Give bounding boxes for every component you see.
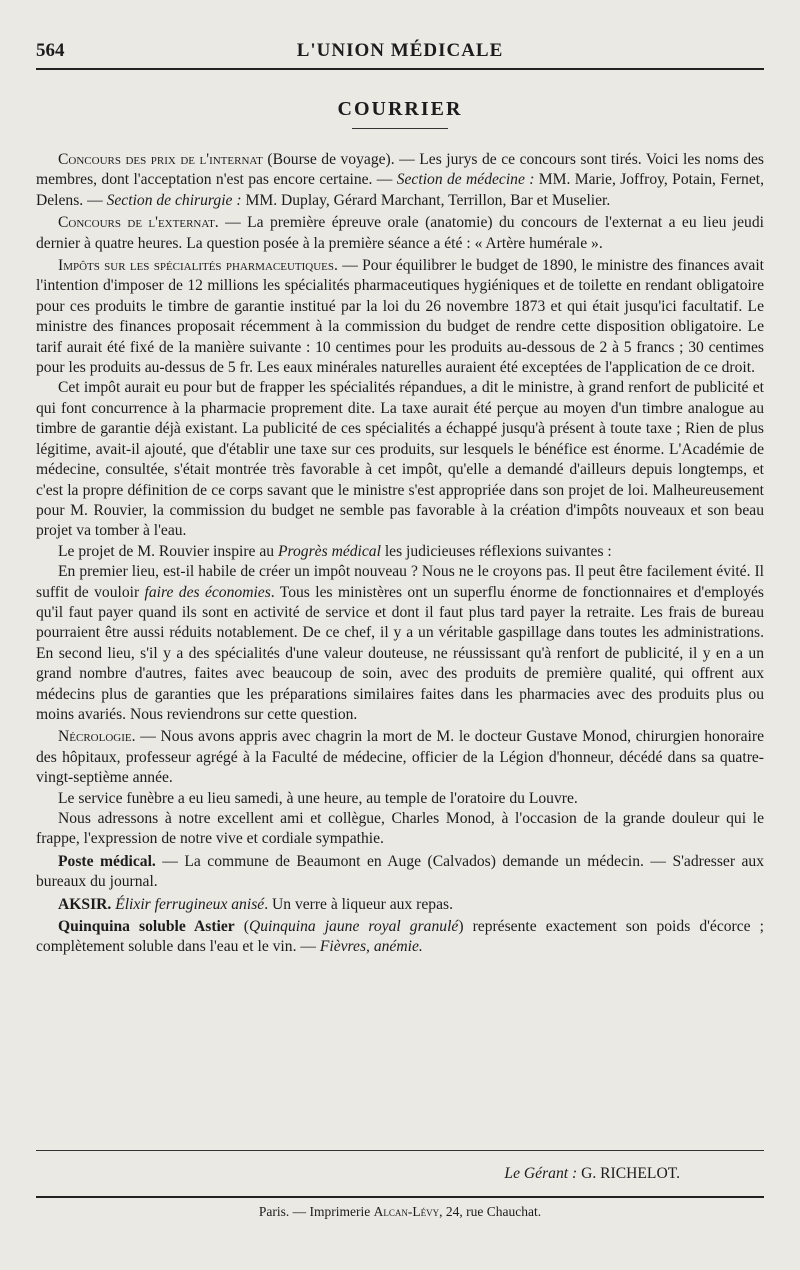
text: ) représente exactement son poids d'écorce ; complètement soluble dans l'eau et le vin. — <box>36 918 764 956</box>
text: MM. Marie, Joffroy, Potain, Fernet, Delens. — <box>36 171 764 209</box>
paragraph-sympathy <box>36 809 764 850</box>
paragraph-necrologie <box>36 727 764 788</box>
page-header <box>36 40 764 70</box>
page-number: 564 <box>36 40 65 61</box>
footer-rule-thick <box>36 1196 764 1198</box>
text: (Bourse de voyage). — Les jurys de ce concours sont tirés. Voici les noms des membres, dont l'acceptation n'est pas encore certaine. — <box>36 151 764 189</box>
lead-concours-internat: Concours des prix de l'internat <box>58 151 263 168</box>
signature-label: Le Gérant : <box>504 1165 578 1182</box>
paragraph-aksir <box>36 895 764 915</box>
paragraph-impot-details <box>36 378 764 541</box>
text: En premier lieu, est-il habile de créer un impôt nouveau ? Nous ne le croyons pas. Il peut être facilement évité. Il suffit de vouloir <box>36 563 764 601</box>
italic-text: Fièvres, anémie. <box>319 938 423 956</box>
italic-text: Section de médecine : <box>396 171 535 189</box>
text: Nous adressons à notre excellent ami et collègue, Charles Monod, à l'occasion de la grande douleur qui le frappe, l'expression de notre vive et cordiale sympathie. <box>36 810 764 848</box>
text: . — La première épreuve orale (anatomie) du concours de l'externat a eu lieu jeudi dernier à quatre heures. La question posée à la première séance a été : « Artère humérale ». <box>36 214 764 252</box>
text: Le projet de M. Rouvier inspire au <box>58 542 278 560</box>
paragraph-quotation <box>36 562 764 725</box>
text: MM. Duplay, Gérard Marchant, Terrillon, Bar et Muselier. <box>241 191 611 209</box>
italic-text: Progrès médical <box>278 542 381 560</box>
signature <box>504 1165 680 1183</box>
paragraph-concours-externat <box>36 213 764 254</box>
imprint-city: Paris. — Imprimerie <box>258 1204 374 1219</box>
section-title: COURRIER <box>337 98 463 120</box>
imprint-address: , 24, rue Chauchat. <box>439 1204 542 1219</box>
header-rule <box>36 68 764 70</box>
signature-name: G. RICHELOT. <box>581 1165 680 1182</box>
text: les judicieuses réflexions suivantes : <box>380 542 612 560</box>
lead-concours-externat: Concours de l'externat <box>58 214 215 232</box>
italic-text: Élixir ferrugineux anisé <box>115 895 265 913</box>
text: . Un verre à liqueur aux repas. <box>264 895 453 913</box>
section-rule <box>352 128 448 129</box>
text: . — Pour équilibrer le budget de 1890, le ministre des finances avait l'intention d'imposer de 12 millions les spécialités pharmaceutiques hygiéniques et de toilette en rendant obligatoire pour ces produits le timbre de garantie institué par la loi du 26 novembre 1873 et qui était jusqu'ici facultatif. Le ministre des finances proposait récemment à la commission du budget de rendre cette disposition obligatoire. Le tarif aurait été fixé de la manière suivante : 10 centimes pour les produits au-dessous de 2 à 5 francs ; 30 centimes pour les produits au-dessus de 5 fr. Les eaux minérales naturelles auraient été exceptées de l'application de ce droit. <box>36 257 764 377</box>
lead-impots: Impôts sur les spécialités pharmaceutiques <box>58 257 335 275</box>
paragraph-quinquina <box>36 917 764 958</box>
article-body <box>36 150 764 958</box>
text: Cet impôt aurait eu pour but de frapper les spécialités répandues, a dit le ministre, à grand renfort de publicité et qui font concurrence à la pharmacie proprement dite. La taxe aurait été perçue au moyen d'un timbre analogue au timbre de garantie déjà existant. La publicité de ces spécialités a échappé jusqu'à présent à toute taxe ; Rien de plus légitime, avait-il ajouté, que d'établir une taxe sur ces produits, sur lesquels le bénéfice est énorme. L'Académie de médecine, consultée, s'était montrée très favorable à cet impôt, qu'elle a demandé d'ailleurs depuis longtemps, et c'est la propre définition de ce corps savant que le ministre s'est appropriée dans son projet de loi. Malheureusement pour M. Rouvier, la commission du budget ne semble pas favorable à la création d'impôts nouveaux et son beau projet va tomber à l'eau. <box>36 379 764 540</box>
paragraph-impots <box>36 256 764 378</box>
text: Le service funèbre a eu lieu samedi, à une heure, au temple de l'oratoire du Louvre. <box>58 789 578 807</box>
paragraph-concours-internat <box>36 150 764 211</box>
imprint-printer: Alcan-Lévy <box>373 1204 440 1219</box>
paragraph-funeral <box>36 789 764 809</box>
text: . — Nous avons appris avec chagrin la mort de M. le docteur Gustave Monod, chirurgien honoraire des hôpitaux, professeur agrégé à la Faculté de médecine, officier de la Légion d'honneur, décédé dans sa quatre-vingt-septième année. <box>36 728 764 787</box>
paragraph-poste-medical <box>36 852 764 893</box>
lead-aksir: AKSIR. <box>58 895 112 913</box>
lead-quinquina: Quinquina soluble Astier <box>58 918 235 936</box>
paragraph-progres-medical <box>36 542 764 562</box>
footer-rule <box>36 1150 764 1151</box>
text: . Tous les ministères ont un superflu énorme de fonctionnaires et d'employés qu'il faut payer quand ils sont en activité de service et dont il faut plus tard payer la retraite. Les frais de bureau pourraient être aussi réduits notablement. De ce chef, il y a un véritable gaspillage dans toutes les administrations. En second lieu, s'il y a des spécialités d'une valeur douteuse, ne réussissant qu'à renfort de publicité, il y en a un grand nombre d'autres, faites avec beaucoup de soin, avec des produits de première qualité, qui offrent aux médecins plus de garanties que les préparations similaires faites dans les pharmacies avec des produits plus ou moins avariés. Nous reviendrons sur cette question. <box>36 583 765 723</box>
text: ( <box>234 918 249 936</box>
italic-text: Section de chirurgie : <box>106 191 242 209</box>
running-title: L'UNION MÉDICALE <box>296 40 504 61</box>
italic-text: faire des économies <box>144 583 271 601</box>
imprint <box>0 1204 800 1220</box>
lead-necrologie: Nécrologie <box>58 728 132 746</box>
text: — La commune de Beaumont en Auge (Calvados) demande un médecin. — S'adresser aux bureaux du journal. <box>36 852 764 891</box>
lead-poste-medical: Poste médical. <box>58 852 156 870</box>
italic-text: Quinquina jaune royal granulé <box>248 918 459 936</box>
